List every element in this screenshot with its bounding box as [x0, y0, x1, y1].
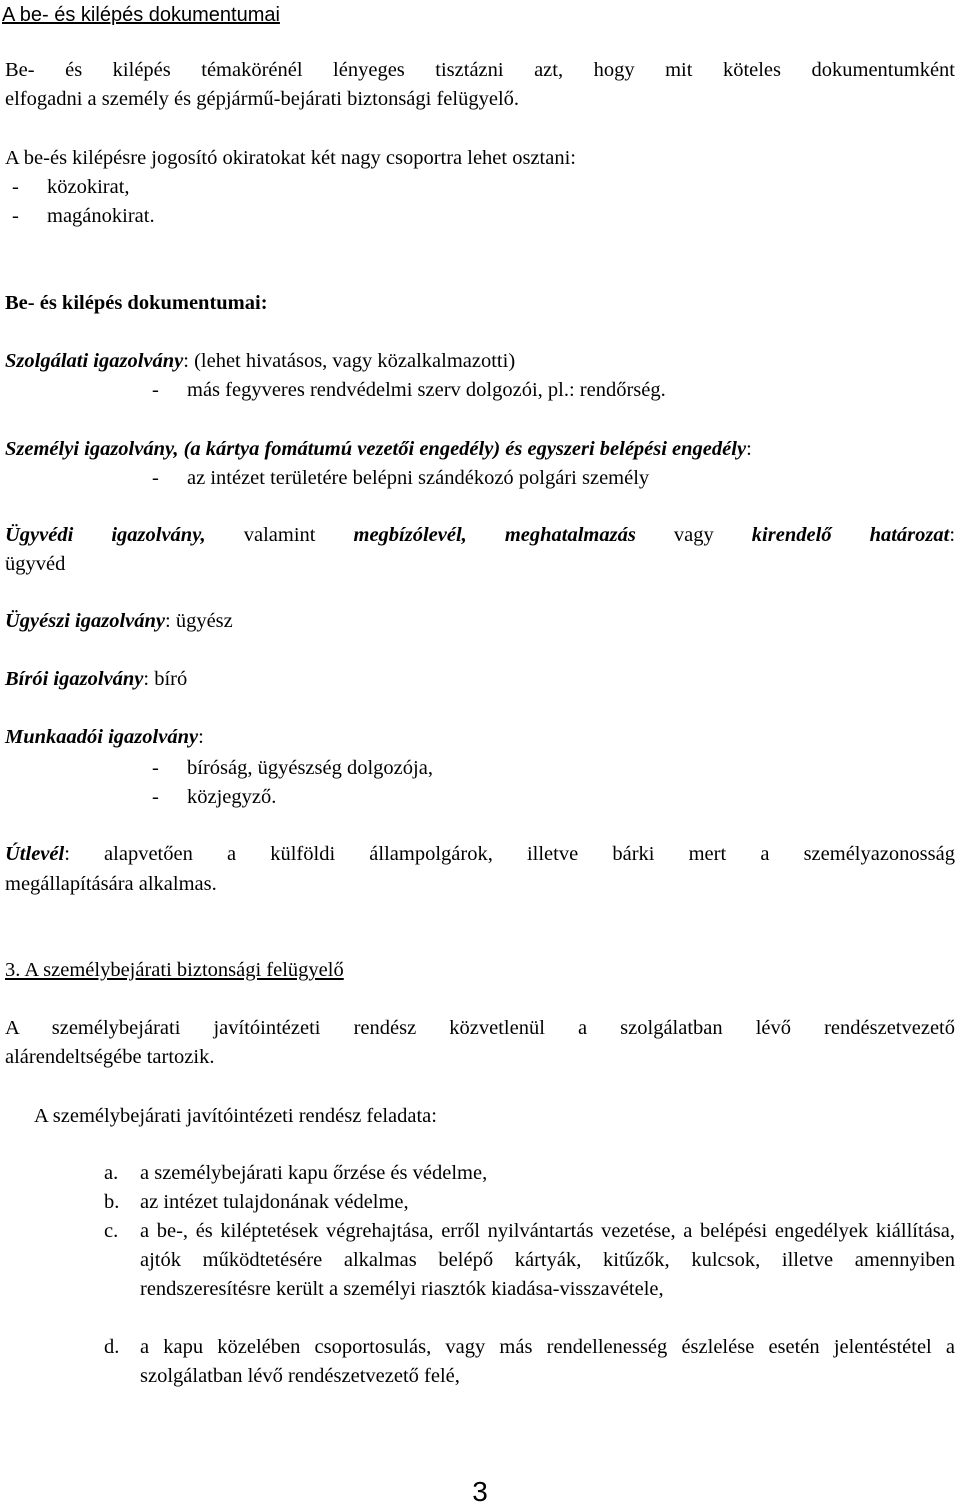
list-item: - közokirat, [12, 176, 130, 198]
list-item: - magánokirat. [12, 205, 155, 227]
page-number: 3 [472, 1476, 488, 1507]
list-item: - az intézet területére belépni szándékozó polgári személy [152, 467, 650, 489]
section-heading: Be- és kilépés dokumentumai: [5, 292, 268, 314]
doc-szolgalati: Szolgálati igazolvány: (lehet hivatásos, vagy közalkalmazotti) [5, 350, 516, 372]
doc-term: Személyi igazolvány, (a kártya fomátumú vezetői engedély) és egyszeri belépési engedély [5, 438, 747, 460]
task-item: b. az intézet tulajdonának védelme, [104, 1191, 409, 1213]
intro-paragraph-line2: elfogadni a személy és gépjármű-bejárati biztonsági felügyelő. [5, 88, 520, 110]
section-3-paragraph-line2: alárendeltségébe tartozik. [5, 1046, 215, 1068]
doc-ugyvedi-holder: ügyvéd [5, 553, 66, 575]
section-3-title: 3. A személybejárati biztonsági felügyelő [5, 959, 344, 981]
task-item: a. a személybejárati kapu őrzése és védelme, [104, 1162, 488, 1184]
task-item: c. a be-, és kiléptetések végrehajtása, erről nyilvántartás vezetése, a belépési engedélyek kiállítása, ajtók működtetésére alkalmas belépő kártyák, kitűzők, kulcsok, illetve amennyiben rendszeresítésre került a személyi riasztók kiadása-visszavétele, [104, 1220, 955, 1300]
doc-term: Szolgálati igazolvány [5, 350, 184, 372]
doc-utlevel: Útlevél: alapvetően a külföldi állampolgárok, illetve bárki mert a személyazonosság [5, 843, 955, 865]
list-item: - más fegyveres rendvédelmi szerv dolgozói, pl.: rendőrség. [152, 379, 666, 401]
list-item: - bíróság, ügyészség dolgozója, [152, 757, 433, 779]
intro-paragraph-line1: Be- és kilépés témakörénél lényeges tisztázni azt, hogy mit köteles dokumentumként [5, 59, 955, 81]
intro-paragraph-2: A be-és kilépésre jogosító okiratokat két nagy csoportra lehet osztani: [5, 147, 576, 169]
doc-szemelyi: Személyi igazolvány, (a kártya fomátumú vezetői engedély) és egyszeri belépési engedély: [5, 438, 752, 460]
doc-utlevel-line2: megállapítására alkalmas. [5, 873, 217, 895]
tasks-heading: A személybejárati javítóintézeti rendész feladata: [34, 1105, 437, 1127]
page-title: A be- és kilépés dokumentumai [2, 4, 280, 26]
list-item: - közjegyző. [152, 786, 277, 808]
doc-ugyeszi: Ügyészi igazolvány: ügyész [5, 610, 233, 632]
task-item: d. a kapu közelében csoportosulás, vagy más rendellenesség észlelése esetén jelentéstétel a szolgálatban lévő rendészetvezető felé, [104, 1336, 955, 1387]
section-3-paragraph-line1: A személybejárati javítóintézeti rendész közvetlenül a szolgálatban lévő rendészetvezető [5, 1017, 955, 1039]
doc-ugyvedi: Ügyvédi igazolvány, valamint megbízólevél, meghatalmazás vagy kirendelő határozat: [5, 524, 956, 546]
doc-munkaadoi: Munkaadói igazolvány: [5, 726, 204, 748]
doc-biroi: Bírói igazolvány: bíró [5, 668, 188, 690]
